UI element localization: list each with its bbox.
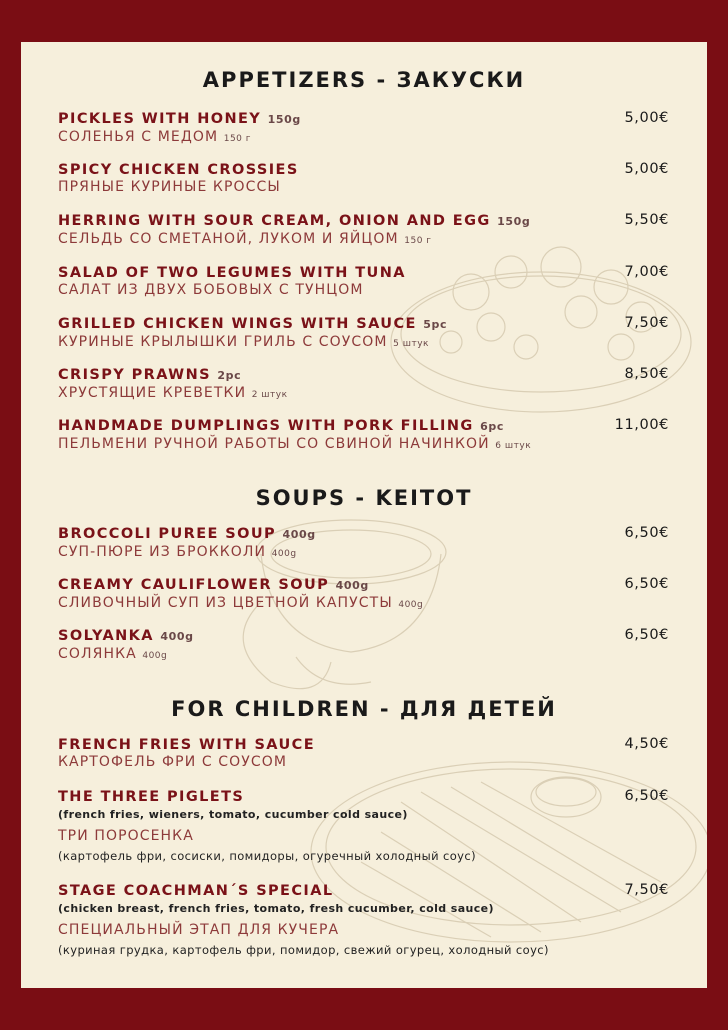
menu-item bbox=[58, 110, 658, 148]
menu-item bbox=[58, 161, 658, 196]
item-qty-ru: 6 штук bbox=[495, 441, 532, 451]
item-name-ru: СУП-ПЮРЕ ИЗ БРОККОЛИ bbox=[58, 544, 267, 560]
item-qty-ru: 2 штук bbox=[251, 390, 288, 400]
menu-item bbox=[58, 525, 658, 563]
item-qty-ru: 400g bbox=[271, 549, 297, 559]
item-price: 5,00€ bbox=[624, 161, 669, 177]
item-name-en: BROCCOLI PUREE SOUP bbox=[58, 526, 277, 542]
item-name-en: CRISPY PRAWNS bbox=[58, 367, 211, 383]
item-price: 11,00€ bbox=[614, 417, 669, 433]
item-name-en: GRILLED CHICKEN WINGS WITH SAUCE bbox=[58, 316, 417, 332]
item-qty: 150g bbox=[497, 215, 531, 228]
item-name-en: SALAD OF TWO LEGUMES WITH TUNA bbox=[58, 265, 406, 281]
item-name-en: FRENCH FRIES WITH SAUCE bbox=[58, 737, 315, 753]
item-price: 6,50€ bbox=[624, 627, 669, 643]
item-price: 6,50€ bbox=[624, 576, 669, 592]
item-qty: 5pc bbox=[423, 318, 448, 331]
item-name-en: PICKLES WITH HONEY bbox=[58, 111, 262, 127]
item-name-ru: ТРИ ПОРОСЕНКА bbox=[58, 828, 194, 844]
item-name-ru: СЕЛЬДЬ СО СМЕТАНОЙ, ЛУКОМ И ЯЙЦОМ bbox=[58, 231, 399, 247]
section-title-appetizers: APPETIZERS - ЗАКУСКИ bbox=[202, 68, 526, 92]
item-price: 8,50€ bbox=[624, 366, 669, 382]
item-description-ru: (куриная грудка, картофель фри, помидор, свежий огурец, холодный соус) bbox=[58, 943, 549, 957]
item-description-en: (chicken breast, french fries, tomato, fresh cucumber, cold sauce) bbox=[58, 902, 494, 915]
item-qty-ru: 400g bbox=[142, 651, 168, 661]
section-title-soups: SOUPS - KEITOT bbox=[255, 486, 473, 510]
item-qty: 150g bbox=[267, 113, 301, 126]
item-name-ru: ПРЯНЫЕ КУРИНЫЕ КРОССЫ bbox=[58, 179, 281, 195]
item-qty: 400g bbox=[335, 579, 369, 592]
item-name-ru: САЛАТ ИЗ ДВУХ БОБОВЫХ С ТУНЦОМ bbox=[58, 282, 364, 298]
item-description-ru: (картофель фри, сосиски, помидоры, огуречный холодный соус) bbox=[58, 849, 476, 863]
item-name-ru: СОЛЯНКА bbox=[58, 646, 137, 662]
item-description-en: (french fries, wieners, tomato, cucumber cold sauce) bbox=[58, 808, 408, 821]
menu-item bbox=[58, 788, 658, 863]
menu-item bbox=[58, 315, 658, 353]
menu-page bbox=[21, 42, 707, 988]
item-name-en: HANDMADE DUMPLINGS WITH PORK FILLING bbox=[58, 418, 474, 434]
menu-item bbox=[58, 627, 658, 665]
item-price: 5,50€ bbox=[624, 212, 669, 228]
menu-item bbox=[58, 576, 658, 614]
item-name-ru: СПЕЦИАЛЬНЫЙ ЭТАП ДЛЯ КУЧЕРА bbox=[58, 922, 340, 938]
item-price: 7,50€ bbox=[624, 315, 669, 331]
item-qty-ru: 150 г bbox=[223, 134, 252, 144]
item-price: 6,50€ bbox=[624, 525, 669, 541]
item-qty-ru: 400g bbox=[398, 600, 424, 610]
item-qty: 400g bbox=[160, 630, 194, 643]
item-name-ru: СОЛЕНЬЯ С МЕДОМ bbox=[58, 129, 219, 145]
item-price: 4,50€ bbox=[624, 736, 669, 752]
item-name-en: HERRING WITH SOUR CREAM, ONION AND EGG bbox=[58, 213, 491, 229]
item-name-en: SPICY CHICKEN CROSSIES bbox=[58, 162, 299, 178]
menu-item bbox=[58, 264, 658, 299]
item-price: 5,00€ bbox=[624, 110, 669, 126]
item-name-en: THE THREE PIGLETS bbox=[58, 789, 245, 805]
item-name-ru: КУРИНЫЕ КРЫЛЫШКИ ГРИЛЬ С СОУСОМ bbox=[58, 334, 388, 350]
menu-item bbox=[58, 212, 658, 250]
item-name-en: STAGE COACHMAN´S SPECIAL bbox=[58, 883, 334, 899]
item-qty: 6pc bbox=[480, 420, 504, 433]
menu-item bbox=[58, 882, 658, 957]
item-name-ru: ХРУСТЯЩИЕ КРЕВЕТКИ bbox=[58, 385, 247, 401]
item-price: 6,50€ bbox=[624, 788, 669, 804]
menu-item bbox=[58, 366, 658, 404]
item-name-ru: СЛИВОЧНЫЙ СУП ИЗ ЦВЕТНОЙ КАПУСТЫ bbox=[58, 595, 393, 611]
item-qty-ru: 150 г bbox=[404, 236, 432, 246]
item-name-ru: ПЕЛЬМЕНИ РУЧНОЙ РАБОТЫ СО СВИНОЙ НАЧИНКОЙ bbox=[58, 436, 490, 452]
item-name-ru: КАРТОФЕЛЬ ФРИ С СОУСОМ bbox=[58, 754, 288, 770]
item-qty: 2pc bbox=[217, 369, 242, 382]
item-qty: 400g bbox=[282, 528, 316, 541]
item-qty-ru: 5 штук bbox=[393, 339, 429, 349]
section-title-children: FOR CHILDREN - ДЛЯ ДЕТЕЙ bbox=[171, 697, 557, 721]
item-price: 7,00€ bbox=[624, 264, 669, 280]
item-name-en: SOLYANKA bbox=[58, 628, 154, 644]
item-price: 7,50€ bbox=[624, 882, 669, 898]
item-name-en: CREAMY CAULIFLOWER SOUP bbox=[58, 577, 330, 593]
menu-item bbox=[58, 736, 658, 771]
menu-item bbox=[58, 417, 658, 455]
